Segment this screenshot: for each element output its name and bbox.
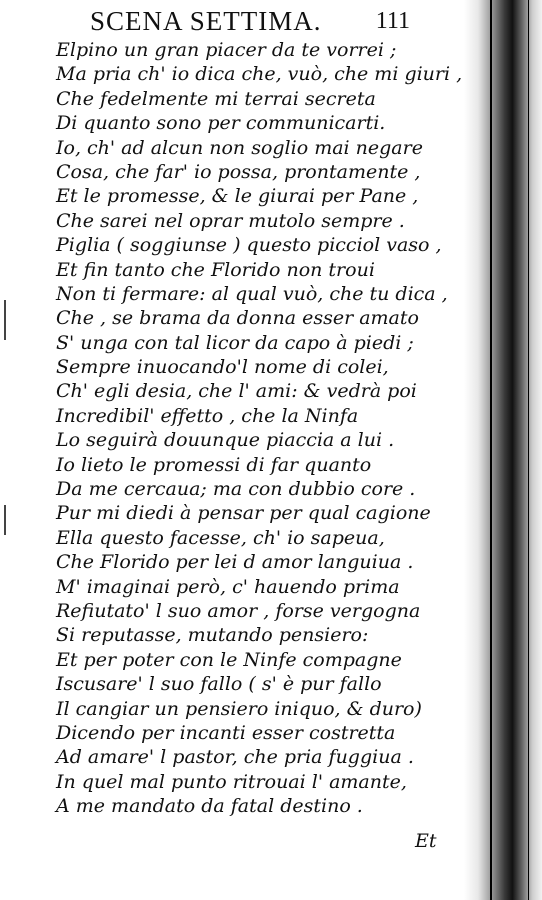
verse-line: Et fin tanto che Florido non troui xyxy=(56,258,375,281)
verse-line: Cosa, che far' io possa, prontamente , xyxy=(56,160,421,183)
verse-line: Elpino un gran piacer da te vorrei ; xyxy=(56,39,397,61)
verse-line: Da me cercaua; ma con dubbio core . xyxy=(56,478,416,501)
verse-line: Di quanto sono per communicarti. xyxy=(56,112,386,135)
verse-line: Non ti fermare: al qual vuò, che tu dica , xyxy=(56,282,448,305)
verse-line: Io, ch' ad alcun non soglio mai negare xyxy=(56,136,423,159)
verse-line: Il cangiar un pensiero iniquo, & duro) xyxy=(56,697,422,720)
margin-mark xyxy=(4,300,6,340)
verse-line: M' imaginai però, c' hauendo prima xyxy=(56,575,400,598)
verse-line: Pur mi diedi à pensar per qual cagione xyxy=(56,502,431,525)
verse-line: Che sarei nel oprar mutolo sempre . xyxy=(56,209,405,232)
verse-line: Refiutato' l suo amor , forse vergogna xyxy=(56,599,421,622)
verse-line: Ch' egli desia, che l' ami: & vedrà poi xyxy=(56,380,417,403)
verse-line: S' unga con tal licor da capo à piedi ; xyxy=(56,331,414,354)
verse-line: Ad amare' l pastor, che pria fuggiua . xyxy=(56,746,414,769)
catchword: Et xyxy=(415,830,437,852)
verse-line: Piglia ( soggiunse ) questo picciol vaso , xyxy=(56,234,442,257)
verse-text xyxy=(56,38,463,819)
gutter-edge-line xyxy=(490,0,492,900)
page-header xyxy=(90,6,410,40)
book-gutter-shadow xyxy=(464,0,542,900)
verse-line: Io lieto le promessi di far quanto xyxy=(56,453,372,476)
verse-line: Che Florido per lei d amor languiua . xyxy=(56,551,414,574)
verse-line: Che , se brama da donna esser amato xyxy=(56,307,419,330)
verse-line: Si reputasse, mutando pensiero: xyxy=(56,624,369,647)
verse-line: Iscusare' l suo fallo ( s' è pur fallo xyxy=(56,673,382,696)
verse-line: Che fedelmente mi terrai secreta xyxy=(56,87,376,110)
gutter-edge-line xyxy=(528,0,529,900)
verse-line: Et per poter con le Ninfe compagne xyxy=(56,648,402,671)
verse-line: A me mandato da fatal destino . xyxy=(56,795,363,818)
verse-line: In quel mal punto ritrouai l' amante, xyxy=(56,770,407,793)
verse-line: Dicendo per incanti esser costretta xyxy=(56,721,396,744)
verse-line: Incredibil' effetto , che la Ninfa xyxy=(56,404,359,427)
verse-line: Sempre inuocando'l nome di colei, xyxy=(56,356,389,379)
running-head: SCENA SETTIMA. xyxy=(90,6,322,36)
verse-line: Ella questo facesse, ch' io sapeua, xyxy=(56,526,385,549)
verse-line: Et le promesse, & le giurai per Pane , xyxy=(56,185,419,208)
verse-line: Lo seguirà douunque piaccia a lui . xyxy=(56,429,395,452)
page-number: 111 xyxy=(375,8,410,34)
verse-line: Ma pria ch' io dica che, vuò, che mi giuri , xyxy=(56,63,463,86)
margin-mark xyxy=(4,505,6,535)
